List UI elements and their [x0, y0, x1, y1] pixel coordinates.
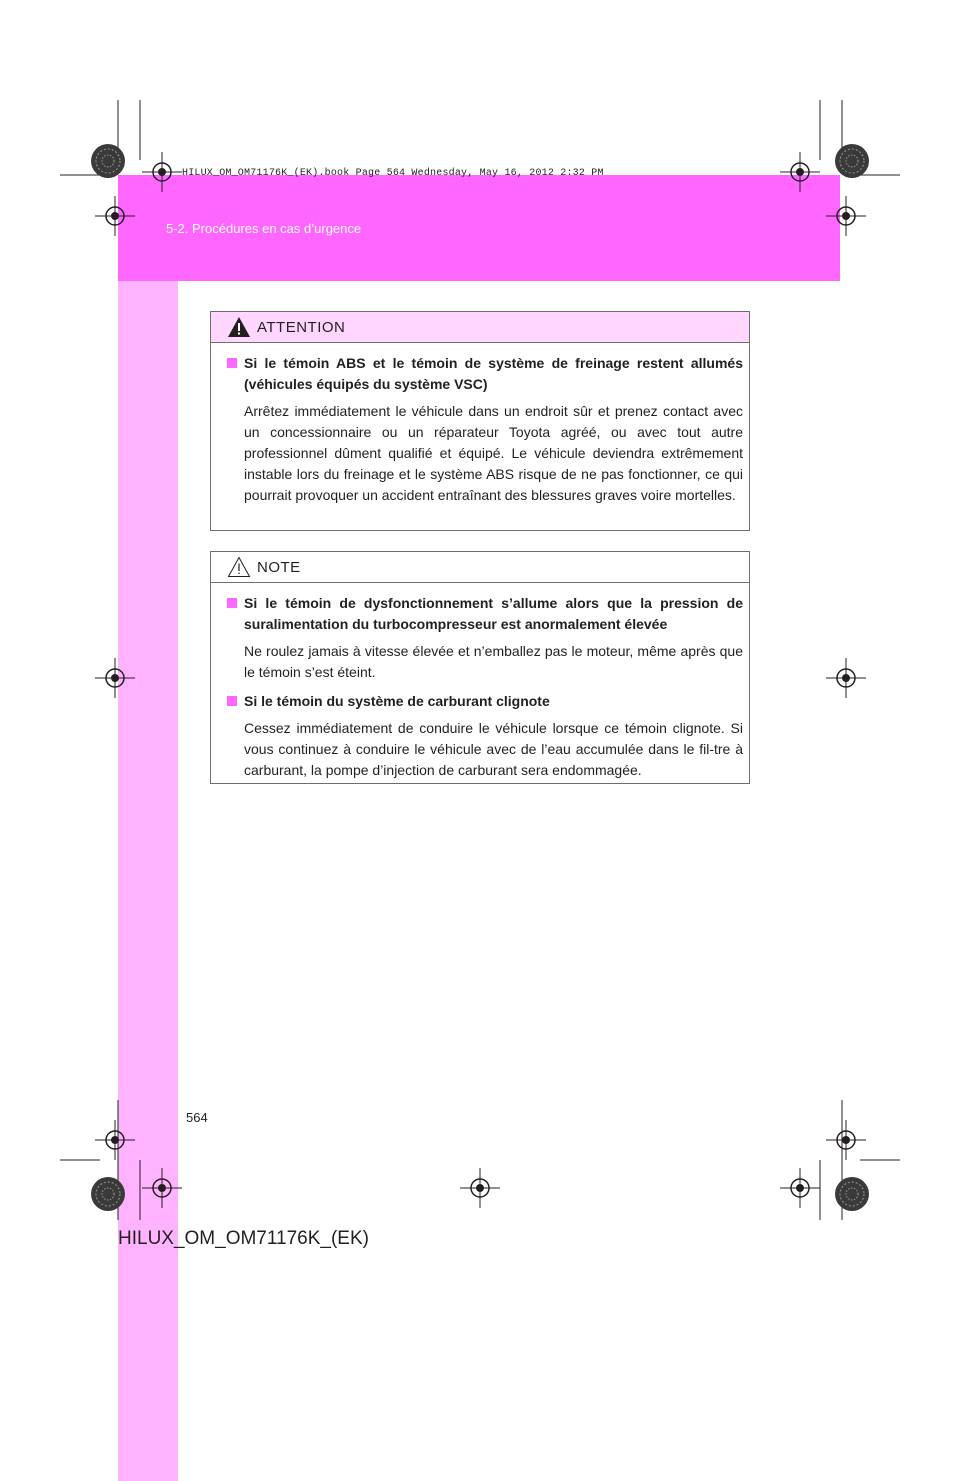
note-item	[227, 593, 743, 683]
note-item-text: Cessez immédiatement de conduire le véhicule lorsque ce témoin clignote. Si vous continuez à conduire le véhicule avec de l’eau accumulée dans le fil-tre à carburant, la pompe d’injection de carburant sera endommagée.	[244, 720, 743, 778]
attention-item-title	[227, 353, 743, 395]
print-info: HILUX_OM_OM71176K_(EK).book Page 564 Wednesday, May 16, 2012 2:32 PM	[182, 168, 604, 179]
caution-outline-icon	[227, 556, 251, 578]
registration-target-icon	[95, 1120, 135, 1160]
starburst-mark-icon	[834, 143, 870, 179]
note-heading-label: NOTE	[257, 558, 301, 576]
note-item-title	[227, 691, 743, 712]
note-item-title-text: Si le témoin du système de carburant clignote	[244, 693, 550, 709]
attention-heading	[211, 312, 749, 343]
registration-target-icon	[95, 658, 135, 698]
registration-target-icon	[826, 658, 866, 698]
square-bullet-icon	[227, 358, 237, 368]
note-body	[211, 583, 749, 781]
note-item-text: Ne roulez jamais à vitesse élevée et n’emballez pas le moteur, même après que le témoin s’est éteint.	[244, 643, 743, 680]
starburst-mark-icon	[90, 1176, 126, 1212]
registration-target-icon	[142, 1168, 182, 1208]
registration-target-icon	[95, 196, 135, 236]
registration-target-icon	[780, 1168, 820, 1208]
note-box	[210, 551, 750, 784]
note-item	[227, 691, 743, 781]
attention-box	[210, 311, 750, 531]
page-number: 564	[186, 1110, 208, 1125]
registration-target-icon	[826, 196, 866, 236]
square-bullet-icon	[227, 696, 237, 706]
attention-heading-label: ATTENTION	[257, 318, 346, 336]
footer-code: HILUX_OM_OM71176K_(EK)	[118, 1228, 369, 1249]
registration-target-icon	[780, 152, 820, 192]
starburst-mark-icon	[834, 1176, 870, 1212]
starburst-mark-icon	[90, 143, 126, 179]
registration-target-icon	[460, 1168, 500, 1208]
note-item-title	[227, 593, 743, 635]
warning-icon	[227, 316, 251, 338]
attention-item-text: Arrêtez immédiatement le véhicule dans un endroit sûr et prenez contact avec un concessionnaire ou un réparateur Toyota agréé, ou avec tout autre professionnel dûment qualifié et équipé. Le véhicule deviendra extrêmement instable lors du freinage et le système ABS risque de ne pas fonctionner, ce qui pourrait provoquer un accident entraînant des blessures graves voire mortelles.	[244, 403, 743, 503]
note-item-title-text: Si le témoin de dysfonctionnement s’allume alors que la pression de suralimentation du turbocompresseur est anormalement élevée	[244, 595, 743, 632]
side-band	[118, 281, 178, 1481]
registration-target-icon	[142, 152, 182, 192]
attention-item-title-text: Si le témoin ABS et le témoin de système de freinage restent allumés (véhicules équipés du système VSC)	[244, 355, 743, 392]
attention-body	[211, 343, 749, 506]
note-heading	[211, 552, 749, 583]
section-label: 5-2. Procédures en cas d’urgence	[166, 221, 362, 236]
square-bullet-icon	[227, 598, 237, 608]
attention-item	[227, 353, 743, 506]
registration-target-icon	[826, 1120, 866, 1160]
